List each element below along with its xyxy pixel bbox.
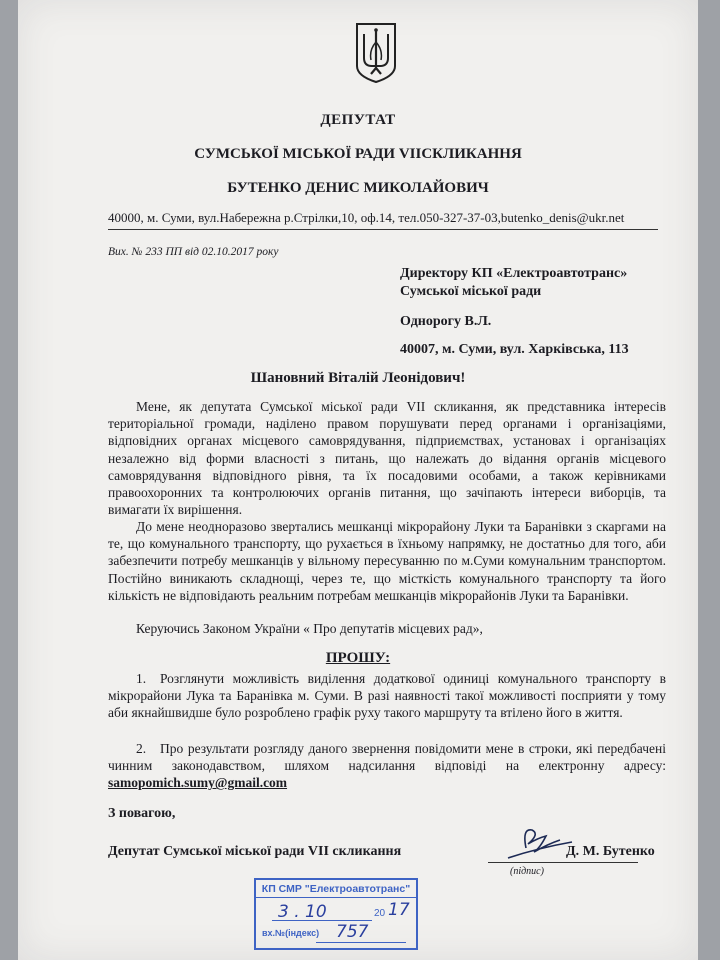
stamp-number: 757 xyxy=(336,922,369,942)
stamp-year: 17 xyxy=(388,900,410,920)
signer-name: Д. М. Бутенко xyxy=(566,844,655,859)
item-number: 2. xyxy=(136,741,147,756)
addressee-line-2: Сумської міської ради xyxy=(400,284,542,299)
header-title: ДЕПУТАТ xyxy=(320,112,396,128)
body-paragraph-2 xyxy=(108,518,666,604)
paragraph-text: Мене, як депутата Сумської міської ради VII скликання, як представника інтересів територіальної громади, наділено правом порушувати перед органами і організаціями, відповідних органах місцевого самоврядування, підприємствах, установах і організаціях незалежно від форми власності з питань, що належать до відання органів місцевого самоврядування відповідного рівня, та їх посадовими особами, а також керівниками правоохоронних та контролюючих органів питання, що зачіпають інтереси виборців, та вимагати їх вирішення. xyxy=(108,399,666,518)
email-link[interactable]: samopomich.sumy@gmail.com xyxy=(108,775,288,791)
signature-line xyxy=(488,862,638,863)
stamp-year-prefix: 20 xyxy=(374,908,386,919)
header-name: БУТЕНКО ДЕНИС МИКОЛАЙОВИЧ xyxy=(227,180,489,196)
registration-stamp xyxy=(254,878,418,950)
stamp-date-line xyxy=(272,920,372,921)
stamp-number-line xyxy=(316,942,406,943)
request-heading: ПРОШУ: xyxy=(325,650,391,666)
salutation: Шановний Віталій Леонідович! xyxy=(250,370,466,386)
item-number: 1. xyxy=(136,671,147,686)
item-text: Розглянути можливість виділення додаткової одиниці комунального транспорту в мікрорайони Лука та Баранівка м. Суми. В разі наявності такої можливості посприяти у тому аби якнайшвидше було розроблено графік руху такого маршруту та втілено його в життя. xyxy=(108,671,666,721)
addressee-line-3: Однорогу В.Л. xyxy=(400,314,492,329)
header-council: СУМСЬКОЇ МІСЬКОЇ РАДИ VIIСКЛИКАННЯ xyxy=(194,146,522,162)
closing-regards: З повагою, xyxy=(108,806,176,821)
addressee-line-1: Директору КП «Електроавтотранс» xyxy=(400,266,628,281)
addressee-line-4: 40007, м. Суми, вул. Харківська, 113 xyxy=(400,342,629,357)
stamp-number-label: вх.№(індекс) xyxy=(262,928,320,938)
trident-emblem-icon xyxy=(354,22,398,84)
paragraph-text: Керуючись Законом України « Про депутатів місцевих рад», xyxy=(136,621,483,636)
letter-page xyxy=(18,0,698,960)
paragraph-text: До мене неодноразово звертались мешканці мікрорайону Луки та Баранівки з скаргами на те, що комунального транспорту, що рухається в їхньому напрямку, не достатньо для того, аби забезпечити потребу мешканців у вільному пересуванню по м.Суми комунальним транспортом. Постійно виникають складнощі, через те, що місткість комунального транспорту та його кількість не відповідають реальним потребам мешканців мікрорайонів Луки та Баранівки. xyxy=(108,519,666,603)
stamp-date: 3 . 10 xyxy=(278,902,327,922)
request-item-2 xyxy=(108,740,666,792)
signature-caption: (підпис) xyxy=(510,866,544,877)
stamp-org: КП СМР "Електроавтотранс" xyxy=(256,883,416,898)
outgoing-number: Вих. № 233 ПП від 02.10.2017 року xyxy=(108,246,279,258)
request-item-1 xyxy=(108,670,666,722)
item-text: Про результати розгляду даного звернення повідомити мене в строки, які передбачені чинним законодавством, шляхом надсилання відповіді на електронну адресу: xyxy=(108,741,666,774)
body-paragraph-1 xyxy=(108,398,666,518)
closing-position: Депутат Сумської міської ради VII скликання xyxy=(108,844,402,859)
body-paragraph-3 xyxy=(108,620,666,637)
header-address: 40000, м. Суми, вул.Набережна р.Стрілки,10, оф.14, тел.050-327-37-03,butenko_denis@ukr.net xyxy=(108,210,658,230)
